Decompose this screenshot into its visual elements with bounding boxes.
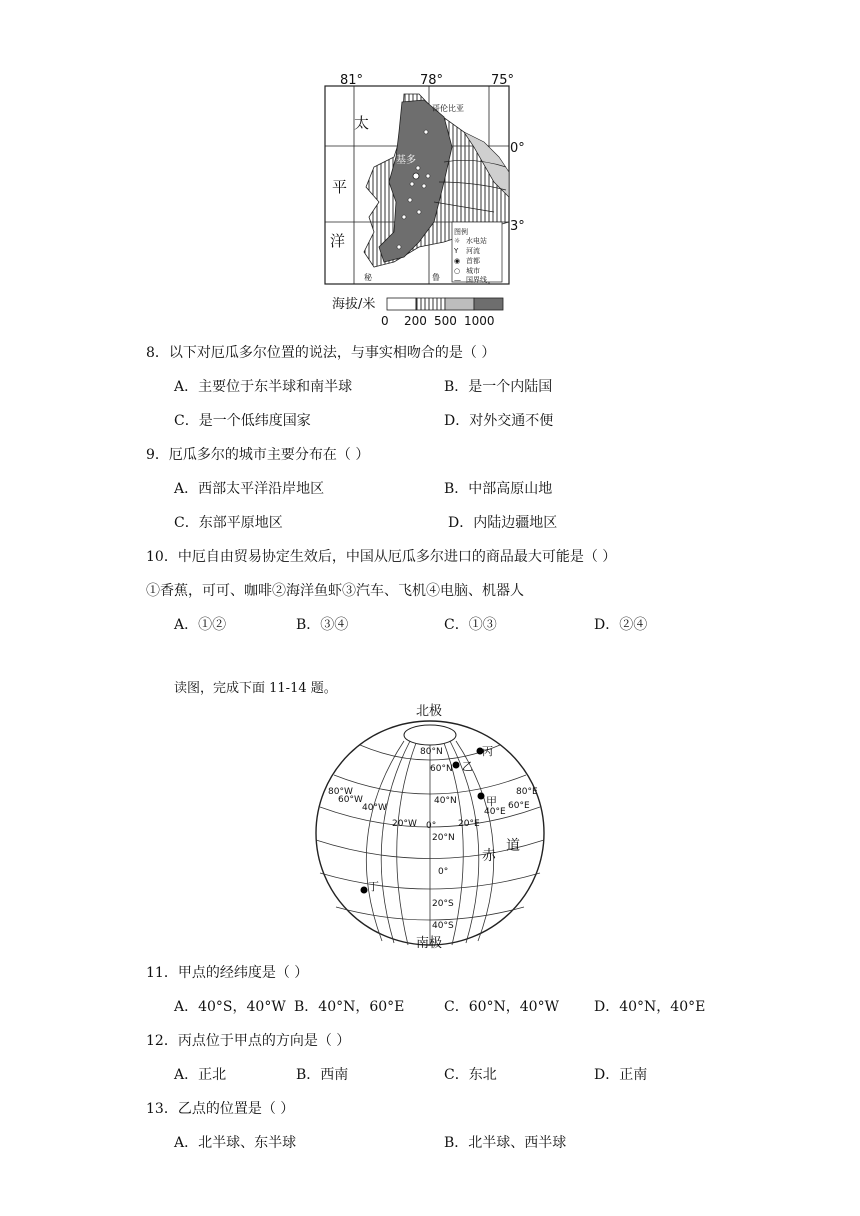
legend-item: 水电站 [466,237,487,245]
ocean-label: 太 [354,114,370,132]
option-c: C．60°N，40°W [444,999,559,1015]
option-c: C．是一个低纬度国家 [174,413,311,429]
ocean-label: 洋 [330,232,346,250]
lon-label: 80°E [516,787,538,797]
legend-title: 图例 [454,228,468,236]
lat-label: 0° [510,141,525,156]
lon-label: 20°E [458,819,480,829]
elevation-tick: 500 [434,314,457,328]
option-b: B．40°N，60°E [294,999,405,1015]
legend-item: 国界线 [466,276,487,284]
ocean-label: 平 [332,178,348,196]
question-stem: 11．甲点的经纬度是（ ） [146,965,309,981]
question-stem: 12．丙点位于甲点的方向是（ ） [146,1033,351,1049]
elevation-tick: 200 [404,314,427,328]
option-b: B．西南 [296,1067,349,1083]
question-stem: 8．以下对厄瓜多尔位置的说法，与事实相吻合的是（ ） [146,345,496,361]
north-pole-label: 北极 [416,704,443,719]
lat-label: 40°S [432,921,454,931]
point-ding [361,887,368,894]
point-label: 乙 [462,760,473,773]
capital-dot [413,173,419,179]
option-d: D．对外交通不便 [444,413,554,429]
peru-label: 秘 [364,273,372,282]
lon-label: 81° [340,73,364,88]
ecuador-map [324,72,525,332]
question-stem: 9．厄瓜多尔的城市主要分布在（ ） [146,447,370,463]
lon-label: 78° [420,73,444,88]
option-b: B．北半球、西半球 [444,1135,567,1151]
equator-label: 赤 [482,848,496,864]
option-c: C．①③ [444,617,497,633]
elevation-tick: 1000 [464,314,495,328]
point-label: 丁 [368,880,379,893]
lat-label: 40°N [434,796,457,806]
lon-label: 0° [426,821,437,831]
option-b: B．是一个内陆国 [444,379,553,395]
lat-label: 20°S [432,899,454,909]
option-a: A．西部太平洋沿岸地区 [174,481,325,497]
border-line-icon: — [454,276,461,284]
hydro-station-icon: ☼ [454,237,461,245]
legend-item: 城市 [466,267,480,275]
option-b: B．③④ [296,617,349,633]
option-a: A．主要位于东半球和南半球 [174,379,353,395]
section-intro: 读图，完成下面 11-14 题。 [174,681,337,696]
lon-label: 40°W [362,803,387,813]
option-d: D．正南 [594,1067,648,1083]
elevation-tick: 0 [381,314,389,328]
option-d: D．②④ [594,617,648,633]
legend-item: 首都 [466,257,480,265]
point-yi [453,762,460,769]
lon-label: 60°W [338,795,363,805]
lat-label: 20°N [432,833,455,843]
question-items: ①香蕉，可可、咖啡②海洋鱼虾③汽车、飞机④电脑、机器人 [146,583,524,599]
point-label: 丙 [482,745,493,758]
lon-label: 40°E [484,807,506,817]
lat-label: 60°N [430,764,453,774]
legend-item: 河流 [466,247,480,255]
lat-label: 80°N [420,747,443,757]
option-d: D．内陆边疆地区 [448,515,558,531]
option-b: B．中部高原山地 [444,481,553,497]
lon-label: 20°W [392,819,417,829]
lon-label: 80°W [328,787,353,797]
lat-label: 3° [510,219,525,234]
elevation-label: 海拔/米 [332,297,376,312]
option-d: D．40°N，40°E [594,999,706,1015]
capital-icon: ◉ [454,257,461,265]
capital-label: 基多 [396,155,416,166]
option-a: A．北半球、东半球 [174,1135,297,1151]
lon-label: 60°E [508,801,530,811]
lat-label: 0° [438,867,449,877]
question-stem: 13．乙点的位置是（ ） [146,1101,295,1117]
peru-label: 鲁 [432,273,440,282]
point-label: 甲 [486,795,497,808]
question-stem: 10．中厄自由贸易协定生效后，中国从厄瓜多尔进口的商品最大可能是（ ） [146,549,617,565]
river-icon: Y [454,247,459,255]
option-a: A．正北 [174,1067,227,1083]
point-jia [478,793,485,800]
option-c: C．东部平原地区 [174,515,283,531]
south-pole-label: 南极 [416,936,443,951]
option-a: A．①② [174,617,227,633]
lon-label: 75° [491,73,515,88]
city-icon: ○ [454,267,461,275]
equator-label: 道 [506,838,520,854]
option-c: C．东北 [444,1067,497,1083]
colombia-label: 哥伦比亚 [432,104,464,113]
option-a: A．40°S，40°W [174,999,286,1015]
ecuador-map-svg [324,72,514,332]
globe-figure [312,705,548,953]
